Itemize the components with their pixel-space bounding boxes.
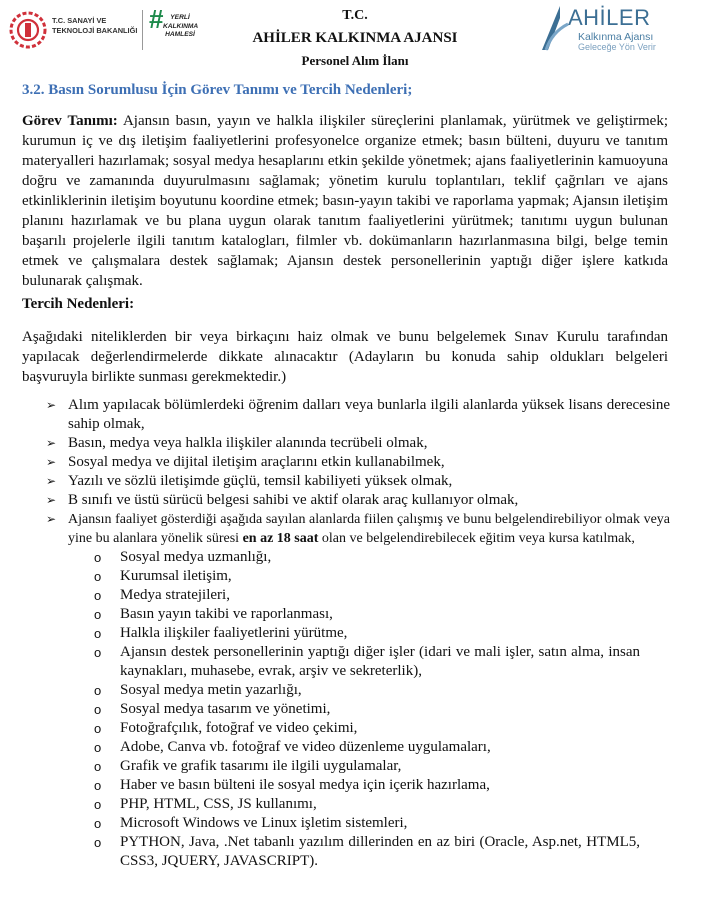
preferences-heading: Tercih Nedenleri: xyxy=(22,296,135,312)
section-title: 3.2. Basın Sorumlusu İçin Görev Tanımı ve Tercih Nedenleri; xyxy=(22,82,413,98)
header-tc: T.C. xyxy=(342,8,368,23)
sub-list-item: o Fotoğrafçılık, fotoğraf ve video çekimi, xyxy=(94,720,358,736)
arrow-bullet-icon: ➢ xyxy=(46,398,57,412)
arrow-bullet-icon: ➢ xyxy=(46,455,57,469)
sub-list-item: o PYTHON, Java, .Net tabanlı yazılım dillerinden en az biri (Oracle, Asp.net, HTML5, CSS3, JQUERY, JAVASCRIPT). xyxy=(94,834,640,869)
circle-bullet-icon: o xyxy=(94,816,102,831)
ministry-name: T.C. SANAYİ VE TEKNOLOJİ BAKANLIĞI xyxy=(52,16,138,35)
sub-list-item: o Sosyal medya tasarım ve yönetimi, xyxy=(94,701,331,717)
list-item-training: ➢ Ajansın faaliyet gösterdiği aşağıda sayılan alanlarda fiilen çalışmış ve bunu belgelendirebiliyor olmak veya yine bu alanlara yönelik süresi en az 18 saat olan ve belgelendirebilecek eğitim veya kursa katılmak, o Sosyal medya uzmanlığı, o Kurumsal iletişim, o Medya stratejileri, o Basın yayın takibi ve raporlanması, o Halkla ilişkiler faaliyetlerini yürütme, o Ajansın destek personellerinin yaptığı diğer işler (idari ve mali işler, satın alma, insan kaynakları, muhasebe, evrak, arşiv ve sekreterlik), o Sosyal medya metin yazarlığı, o Sosyal medya tasarım ve yönetimi, o Fotoğrafçılık, fotoğraf ve video çekimi, o Adobe, Canva vb. fotoğraf ve video düzenleme uygulamaları, o Grafik ve grafik tasarımı ile ilgili uygulamalar, o Haber ve basın bülteni ile sosyal medya için içerik hazırlama, o PHP, HTML, CSS, JS kullanımı, o Microsoft Windows ve Linux işletim sistemleri, o PYTHON, Java, .Net tabanlı yazılım dillerinden en az biri (Oracle, Asp.net, HTML5, CSS3, JQUERY, JAVASCRIPT). xyxy=(46,512,670,869)
circle-bullet-icon: o xyxy=(94,588,102,603)
arrow-bullet-icon: ➢ xyxy=(46,474,57,488)
list-item: ➢ B sınıfı ve üstü sürücü belgesi sahibi ve aktif olarak araç kullanıyor olmak, xyxy=(46,492,519,508)
job-description xyxy=(22,111,668,291)
circle-bullet-icon: o xyxy=(94,702,102,717)
job-description-label: Görev Tanımı: xyxy=(22,113,118,129)
training-areas-list xyxy=(68,548,670,871)
duration-emphasis: en az 18 saat xyxy=(242,531,319,546)
list-item: ➢ Sosyal medya ve dijital iletişim araçlarını etkin kullanabilmek, xyxy=(46,454,445,470)
ahiler-logo xyxy=(538,4,708,54)
circle-bullet-icon: o xyxy=(94,569,102,584)
hashtag-icon: # xyxy=(149,4,164,34)
circle-bullet-icon: o xyxy=(94,759,102,774)
arrow-bullet-icon: ➢ xyxy=(46,512,57,526)
arrow-bullet-icon: ➢ xyxy=(46,436,57,450)
ahiler-brand-text: AHİLER xyxy=(568,5,651,30)
preferences-intro: Aşağıdaki niteliklerden bir veya birkaçını haiz olmak ve bunu belgelemek Sınav Kurulu tarafından yapılacak değerlendirmelerde dikkate alınacaktır (Adayların bu konuda sahip oldukları belgeleri başvuruyla birlikte sunması gerekmektedir.) xyxy=(22,329,668,385)
circle-bullet-icon: o xyxy=(94,550,102,565)
circle-bullet-icon: o xyxy=(94,626,102,641)
header-agency-name: AHİLER KALKINMA AJANSI xyxy=(252,30,458,46)
ahiler-motto: Geleceğe Yön Verir xyxy=(578,42,656,52)
sub-list-item: o Haber ve basın bülteni ile sosyal medya için içerik hazırlama, xyxy=(94,777,490,793)
sub-list-item: o Grafik ve grafik tasarımı ile ilgili uygulamalar, xyxy=(94,758,402,774)
sub-list-item: o Halkla ilişkiler faaliyetlerini yürütme, xyxy=(94,625,348,641)
sub-list-item: o Adobe, Canva vb. fotoğraf ve video düzenleme uygulamaları, xyxy=(94,739,491,755)
sub-list-item: o Kurumsal iletişim, xyxy=(94,568,232,584)
list-item: ➢ Yazılı ve sözlü iletişimde güçlü, temsil kabiliyeti yüksek olmak, xyxy=(46,473,453,489)
circle-bullet-icon: o xyxy=(94,683,102,698)
arrow-bullet-icon: ➢ xyxy=(46,493,57,507)
circle-bullet-icon: o xyxy=(94,835,102,850)
sub-list-item: o Microsoft Windows ve Linux işletim sistemleri, xyxy=(94,815,408,831)
circle-bullet-icon: o xyxy=(94,645,102,660)
circle-bullet-icon: o xyxy=(94,607,102,622)
sub-list-item: o Ajansın destek personellerinin yaptığı diğer işler (idari ve mali işler, satın alma, insan kaynakları, muhasebe, evrak, arşiv ve sekreterlik), xyxy=(94,644,640,679)
sub-list-item: o Medya stratejileri, xyxy=(94,587,230,603)
sub-list-item: o Basın yayın takibi ve raporlanması, xyxy=(94,606,333,622)
circle-bullet-icon: o xyxy=(94,740,102,755)
circle-bullet-icon: o xyxy=(94,721,102,736)
list-item: ➢ Alım yapılacak bölümlerdeki öğrenim dalları veya bunlarla ilgili alanlarda yüksek lisans derecesine sahip olmak, xyxy=(46,397,670,432)
preferences-list xyxy=(0,396,710,871)
sub-list-item: o PHP, HTML, CSS, JS kullanımı, xyxy=(94,796,317,812)
header-notice-title: Personel Alım İlanı xyxy=(301,53,409,68)
circle-bullet-icon: o xyxy=(94,778,102,793)
job-description-text: Ajansın basın, yayın ve halkla ilişkiler süreçlerini planlamak, yürütmek ve geliştirmek; kurumun iç ve dış iletişim faaliyetlerini profesyonelce organize etmek; basın bülteni, duyuru ve tanıtım materyalleri hazırlamak; sosyal medya hesaplarını etkin şekilde yönetmek; ajans faaliyetlerinin kamuoyuna doğru ve zamanında duyurulmasını sağlamak; yönetim kurulu toplantıları, teklif çağrıları ve ajans etkinliklerinin iletişim boyutunu koordine etmek; basın-yayın takibi ve raporlama yapmak; Ajansın iletişim planını hazırlamak ve bu plana uygun olarak tanıtım faaliyetlerini yürütmek; tanıtımı uygun bulunan başarılı projelerle ilgili tanıtım katalogları, filmler vb. dokümanların hazırlanmasına bilgi, belge temin etmek ve çalışmalara destek sağlamak; Ajansın destek personellerinin yaptığı diğer işlere katkıda bulunarak çalışmak. xyxy=(22,113,668,289)
list-item: ➢ Basın, medya veya halkla ilişkiler alanında tecrübeli olmak, xyxy=(46,435,428,451)
ahiler-subtitle: Kalkınma Ajansı xyxy=(578,31,654,43)
sub-list-item: o Sosyal medya uzmanlığı, xyxy=(94,549,272,565)
sub-list-item: o Sosyal medya metin yazarlığı, xyxy=(94,682,302,698)
hashtag-text: YERLİ KALKINMA HAMLESİ xyxy=(163,14,199,38)
circle-bullet-icon: o xyxy=(94,797,102,812)
